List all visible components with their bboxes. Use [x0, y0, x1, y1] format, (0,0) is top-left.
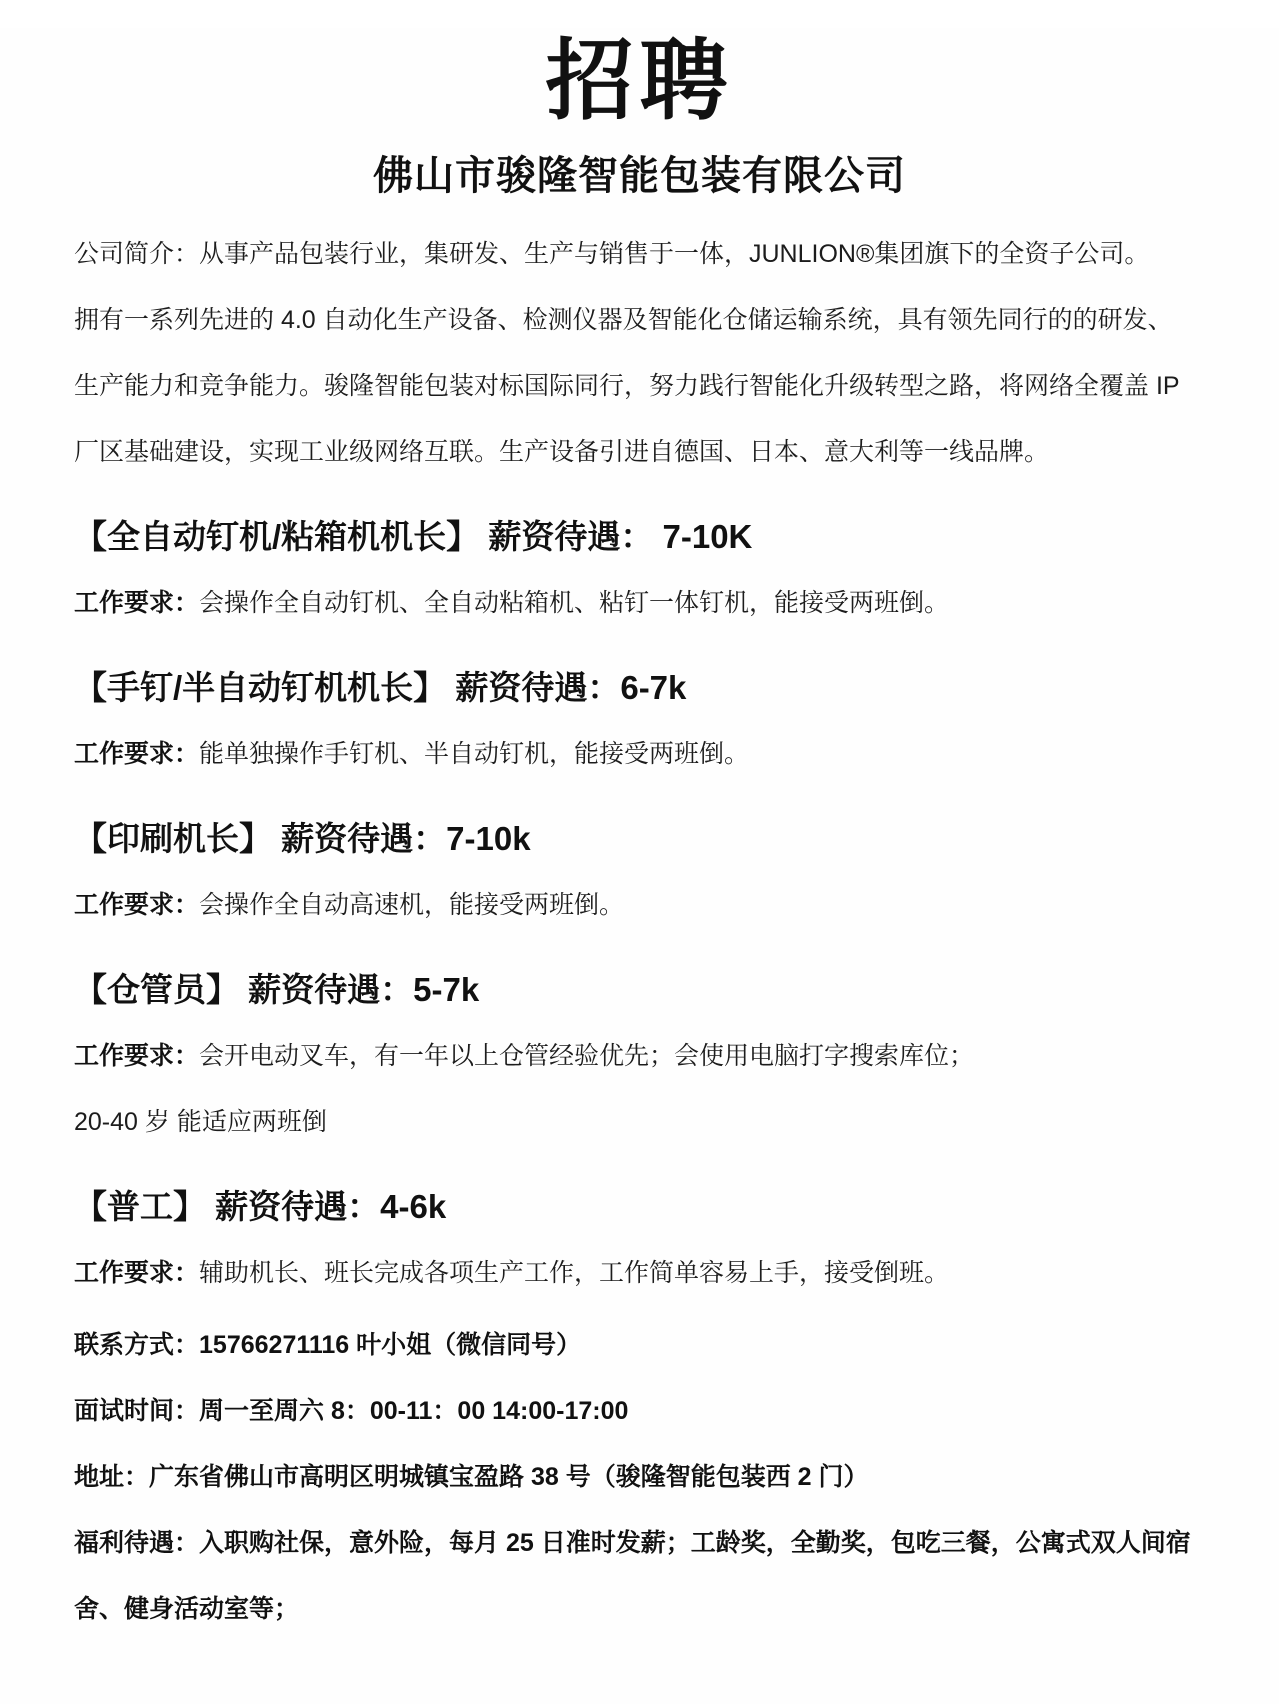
address-line — [74, 1444, 1205, 1510]
job-requirement — [74, 570, 1205, 636]
benefits-label: 福利待遇： — [74, 1529, 200, 1557]
contact-line — [74, 1312, 1205, 1378]
job-title: 【印刷机长】 薪资待遇：7-10k — [74, 820, 531, 857]
address-label: 地址： — [74, 1463, 150, 1491]
requirement-label: 工作要求： — [74, 740, 200, 768]
job-title: 【仓管员】 薪资待遇：5-7k — [74, 971, 480, 1008]
contact-value: 15766271116 叶小姐（微信同号） — [199, 1331, 582, 1359]
company-name: 佛山市骏隆智能包装有限公司 — [373, 154, 906, 198]
job-section-general-worker — [74, 1174, 1205, 1306]
interview-time-label: 面试时间： — [74, 1397, 200, 1425]
requirement-label: 工作要求： — [74, 891, 200, 919]
recruitment-poster — [0, 28, 1279, 1704]
company-intro-line: 厂区基础建设，实现工业级网络互联。生产设备引进自德国、日本、意大利等一线品牌。 — [74, 438, 1050, 466]
address-value: 广东省佛山市高明区明城镇宝盈路 38 号（骏隆智能包装西 2 门） — [149, 1463, 869, 1491]
requirement-text: 辅助机长、班长完成各项生产工作，工作简单容易上手，接受倒班。 — [199, 1259, 950, 1287]
interview-time-line — [74, 1378, 1205, 1444]
job-section-printing-machine-captain — [74, 806, 1205, 938]
job-requirement — [74, 721, 1205, 787]
job-title: 【全自动钉机/粘箱机机长】 薪资待遇： 7-10K — [74, 518, 753, 555]
company-intro — [74, 221, 1205, 485]
footer-info — [74, 1312, 1205, 1642]
job-requirement — [74, 1240, 1205, 1306]
job-requirement — [74, 872, 1205, 938]
job-requirement-extra: 20-40 岁 能适应两班倒 — [74, 1108, 327, 1136]
requirement-text: 能单独操作手钉机、半自动钉机，能接受两班倒。 — [199, 740, 750, 768]
requirement-label: 工作要求： — [74, 1042, 200, 1070]
job-title: 【普工】 薪资待遇：4-6k — [74, 1188, 447, 1225]
interview-time-value: 周一至周六 8：00-11：00 14:00-17:00 — [199, 1397, 629, 1425]
company-intro-line: 生产能力和竞争能力。骏隆智能包装对标国际同行，努力践行智能化升级转型之路，将网络全覆盖 IP — [74, 372, 1180, 400]
company-intro-line: 拥有一系列先进的 4.0 自动化生产设备、检测仪器及智能化仓储运输系统，具有领先同行的的研发、 — [74, 306, 1173, 334]
requirement-label: 工作要求： — [74, 1259, 200, 1287]
job-section-hand-nailing-machine-captain — [74, 655, 1205, 787]
job-title: 【手钉/半自动钉机机长】 薪资待遇：6-7k — [74, 669, 687, 706]
benefits-value: 入职购社保，意外险，每月 25 日准时发薪；工龄奖，全勤奖，包吃三餐，公寓式双人间宿舍、健身活动室等； — [74, 1529, 1191, 1623]
requirement-text: 会操作全自动高速机，能接受两班倒。 — [199, 891, 625, 919]
company-intro-line: 公司简介：从事产品包装行业，集研发、生产与销售于一体，JUNLION®集团旗下的全资子公司。 — [74, 240, 1150, 268]
job-section-auto-nailing-machine-captain — [74, 504, 1205, 636]
requirement-text: 会开电动叉车，有一年以上仓管经验优先；会使用电脑打字搜索库位； — [199, 1042, 975, 1070]
poster-title: 招聘 — [545, 31, 734, 130]
job-section-warehouse-keeper — [74, 957, 1205, 1155]
job-requirement — [74, 1023, 1205, 1089]
requirement-label: 工作要求： — [74, 589, 200, 617]
benefits-line — [74, 1510, 1205, 1642]
contact-label: 联系方式： — [74, 1331, 200, 1359]
requirement-text: 会操作全自动钉机、全自动粘箱机、粘钉一体钉机，能接受两班倒。 — [199, 589, 950, 617]
